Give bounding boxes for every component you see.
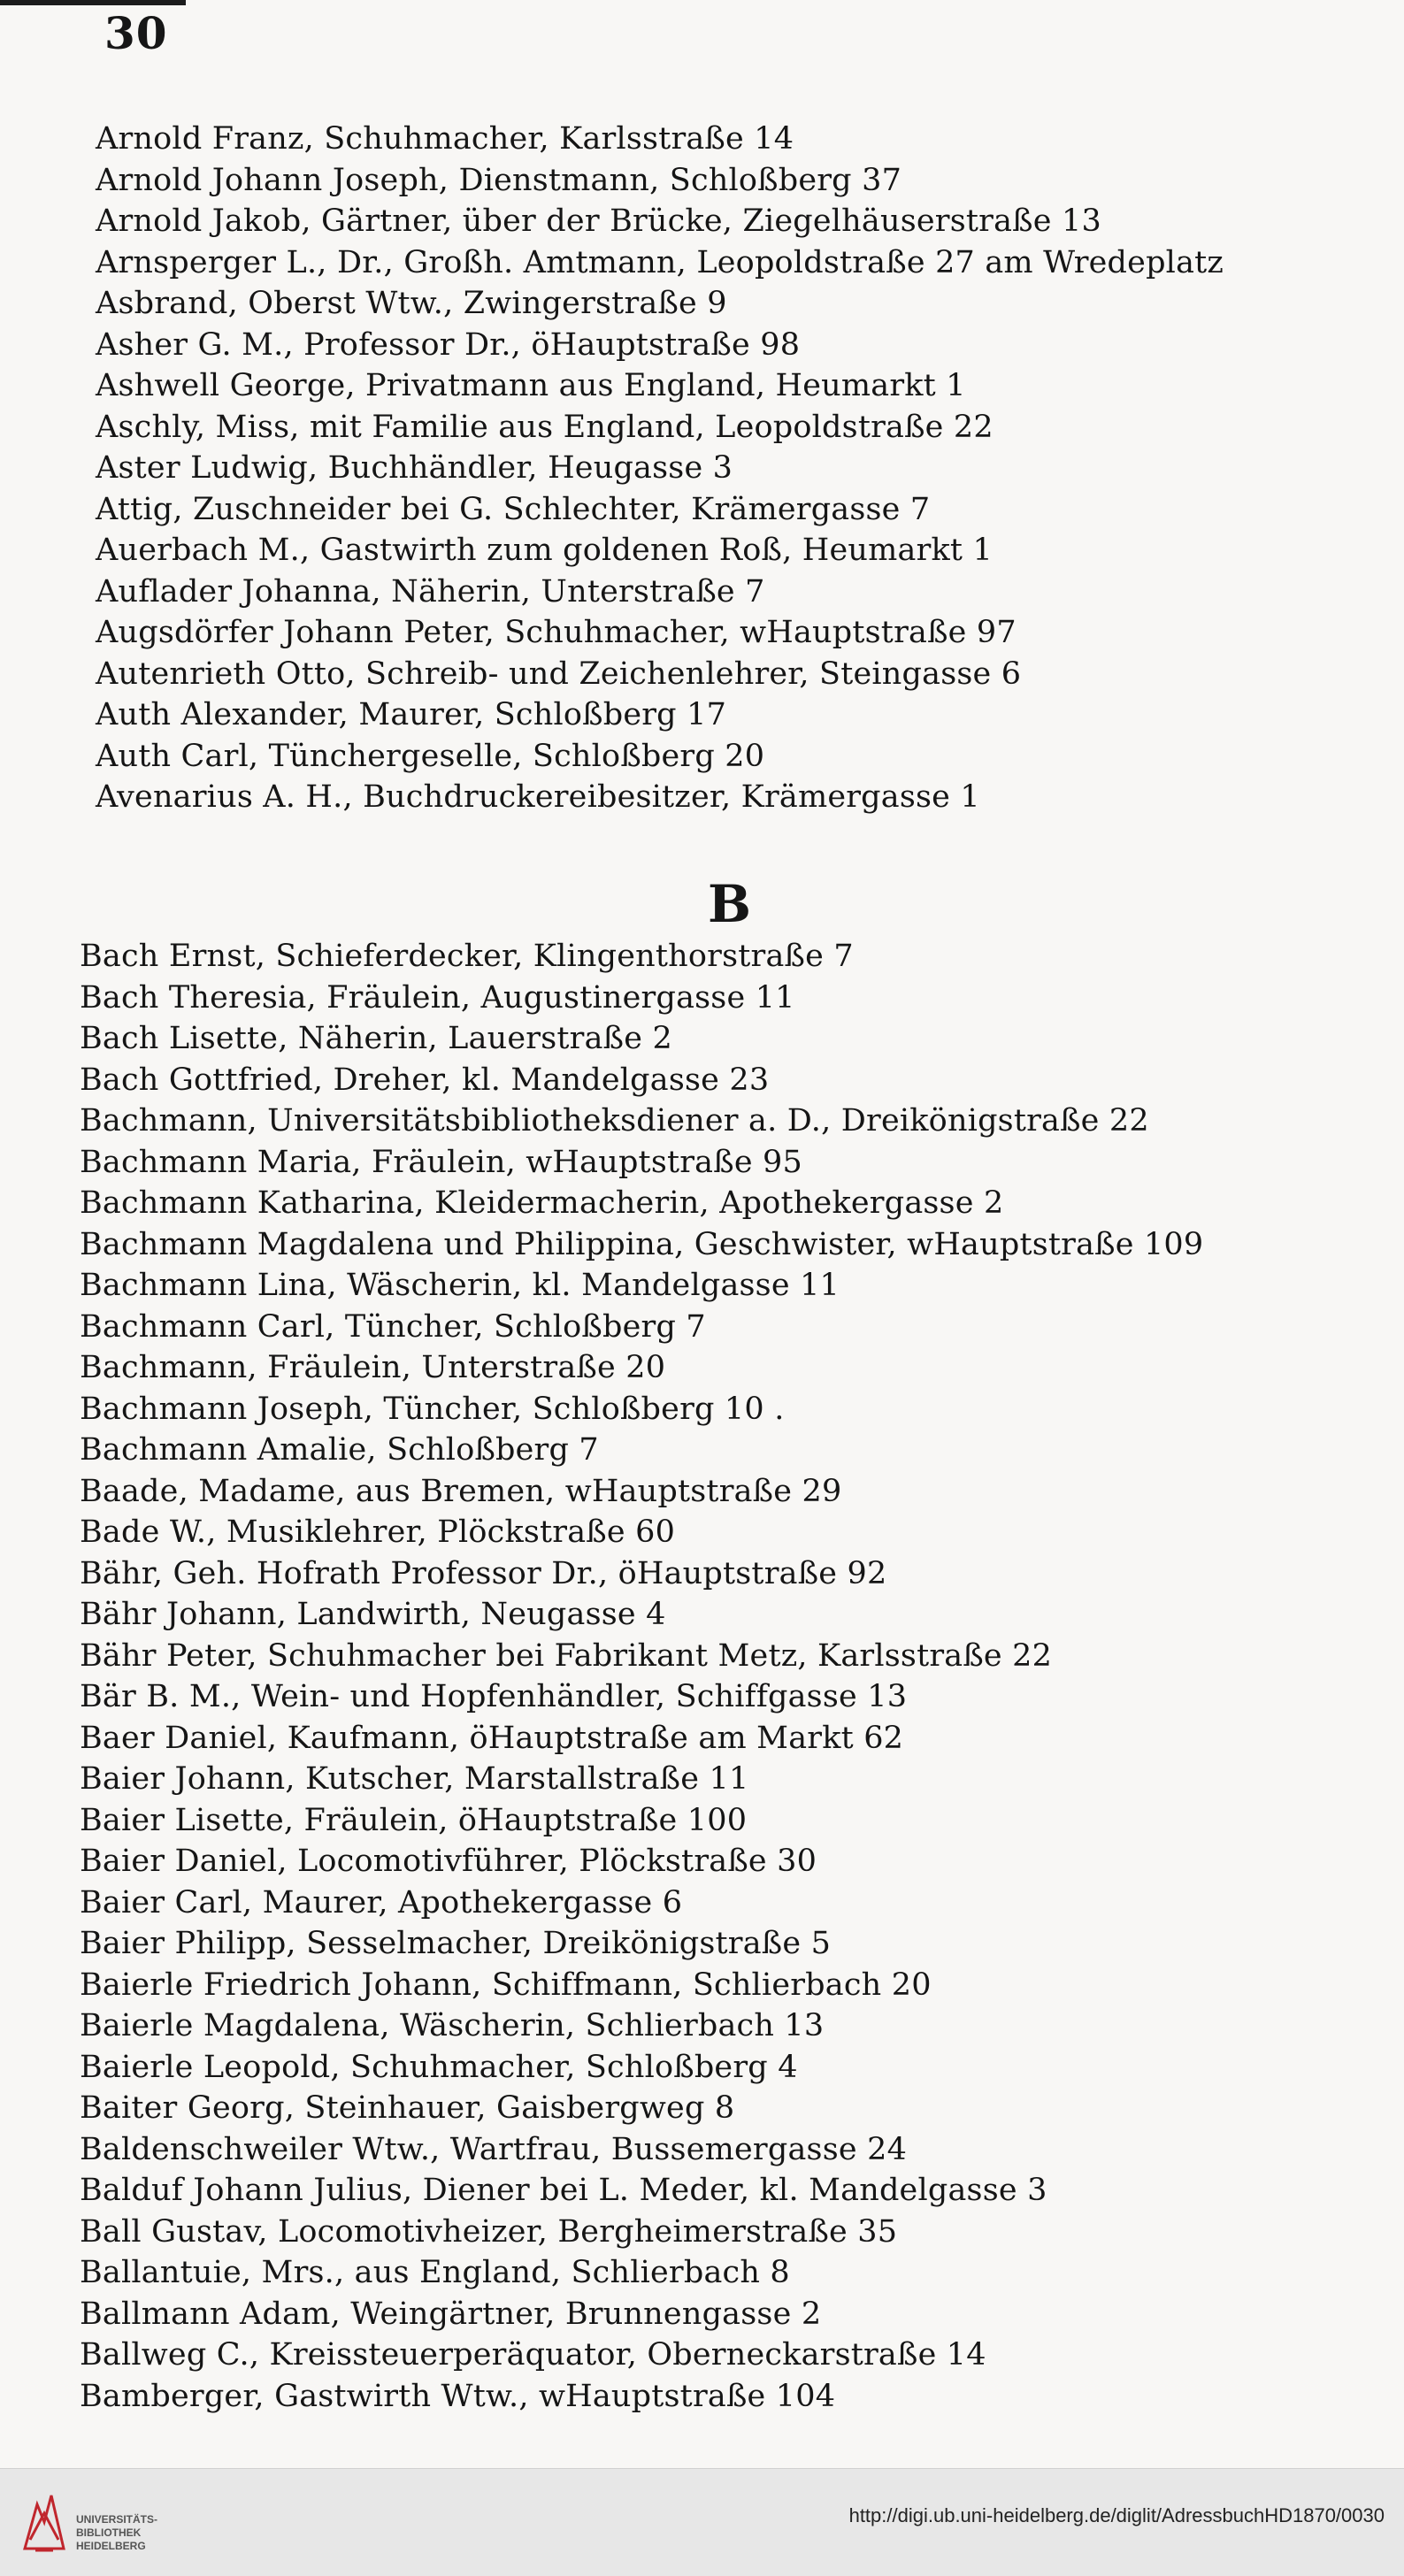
directory-entry: Baier Daniel, Locomotivführer, Plöckstraße 30 bbox=[80, 1844, 817, 1879]
directory-entry: Bachmann Katharina, Kleidermacherin, Apothekergasse 2 bbox=[80, 1185, 1004, 1221]
directory-entry: Bamberger, Gastwirth Wtw., wHauptstraße 104 bbox=[80, 2378, 836, 2414]
directory-entry: Arnold Jakob, Gärtner, über der Brücke, Ziegelhäuserstraße 13 bbox=[96, 203, 1101, 239]
directory-entry: Auflader Johanna, Näherin, Unterstraße 7 bbox=[96, 573, 765, 610]
library-seal-icon bbox=[18, 2487, 71, 2557]
library-logo-text bbox=[76, 2513, 157, 2553]
directory-entry: Bähr Johann, Landwirth, Neugasse 4 bbox=[80, 1597, 666, 1632]
directory-entry: Bähr Peter, Schuhmacher bei Fabrikant Metz, Karlsstraße 22 bbox=[80, 1637, 1053, 1674]
directory-entry: Baier Philipp, Sesselmacher, Dreikönigstraße 5 bbox=[80, 1926, 832, 1961]
directory-entry: Bachmann Magdalena und Philippina, Geschwister, wHauptstraße 109 bbox=[80, 1226, 1204, 1262]
directory-entry: Baierle Friedrich Johann, Schiffmann, Schlierbach 20 bbox=[80, 1966, 932, 2003]
directory-entry: Ball Gustav, Locomotivheizer, Bergheimerstraße 35 bbox=[80, 2213, 898, 2250]
directory-entry: Bachmann Maria, Fräulein, wHauptstraße 95 bbox=[80, 1144, 802, 1180]
directory-entry: Auerbach M., Gastwirth zum goldenen Roß, Heumarkt 1 bbox=[96, 533, 993, 568]
directory-entry: Bähr, Geh. Hofrath Professor Dr., öHauptstraße 92 bbox=[80, 1555, 887, 1591]
directory-entry: Attig, Zuschneider bei G. Schlechter, Krämergasse 7 bbox=[96, 491, 931, 527]
directory-entry: Baldenschweiler Wtw., Wartfrau, Bussemergasse 24 bbox=[80, 2131, 908, 2167]
section-heading-b: B bbox=[708, 874, 752, 934]
directory-entry: Auth Alexander, Maurer, Schloßberg 17 bbox=[96, 697, 727, 732]
directory-entry: Bachmann Amalie, Schloßberg 7 bbox=[80, 1432, 599, 1468]
logo-line: HEIDELBERG bbox=[76, 2540, 146, 2552]
directory-entry: Bachmann, Universitätsbibliotheksdiener a. D., Dreikönigstraße 22 bbox=[80, 1103, 1149, 1138]
directory-entry: Ballantuie, Mrs., aus England, Schlierbach 8 bbox=[80, 2255, 790, 2290]
directory-entry: Baierle Magdalena, Wäscherin, Schlierbach 13 bbox=[80, 2008, 825, 2043]
logo-line: BIBLIOTHEK bbox=[76, 2526, 142, 2539]
directory-entry: Avenarius A. H., Buchdruckereibesitzer, Krämergasse 1 bbox=[96, 779, 980, 815]
logo-line: UNIVERSITÄTS- bbox=[76, 2513, 158, 2526]
directory-entry: Bach Gottfried, Dreher, kl. Mandelgasse 23 bbox=[80, 1062, 770, 1098]
directory-entry: Ashwell George, Privatmann aus England, Heumarkt 1 bbox=[96, 368, 966, 403]
directory-entry: Bach Lisette, Näherin, Lauerstraße 2 bbox=[80, 1021, 672, 1056]
directory-entry: Aschly, Miss, mit Familie aus England, Leopoldstraße 22 bbox=[96, 409, 994, 445]
entries-section-a bbox=[96, 119, 1369, 818]
directory-entry: Asbrand, Oberst Wtw., Zwingerstraße 9 bbox=[96, 286, 727, 321]
directory-entry: Baier Johann, Kutscher, Marstallstraße 11 bbox=[80, 1761, 749, 1797]
directory-entry: Bade W., Musiklehrer, Plöckstraße 60 bbox=[80, 1514, 676, 1550]
library-logo bbox=[18, 2487, 186, 2557]
directory-entry: Baier Lisette, Fräulein, öHauptstraße 100 bbox=[80, 1802, 748, 1838]
directory-entry: Baier Carl, Maurer, Apothekergasse 6 bbox=[80, 1884, 683, 1920]
directory-entry: Bach Ernst, Schieferdecker, Klingenthorstraße 7 bbox=[80, 939, 854, 974]
page-number: 30 bbox=[104, 7, 168, 59]
directory-entry: Arnsperger L., Dr., Großh. Amtmann, Leopoldstraße 27 am Wredeplatz bbox=[96, 244, 1224, 280]
top-rule bbox=[0, 0, 186, 5]
directory-entry: Baer Daniel, Kaufmann, öHauptstraße am Markt 62 bbox=[80, 1720, 904, 1756]
directory-entry: Bachmann Lina, Wäscherin, kl. Mandelgasse 11 bbox=[80, 1268, 840, 1303]
directory-entry: Baade, Madame, aus Bremen, wHauptstraße 29 bbox=[80, 1473, 842, 1509]
source-url-link[interactable]: http://digi.ub.uni-heidelberg.de/diglit/AdressbuchHD1870/0030 bbox=[848, 2504, 1385, 2526]
entries-section-b bbox=[80, 936, 1371, 2417]
directory-entry: Auth Carl, Tünchergeselle, Schloßberg 20 bbox=[96, 738, 765, 774]
directory-entry: Arnold Franz, Schuhmacher, Karlsstraße 14 bbox=[96, 121, 794, 157]
directory-entry: Augsdörfer Johann Peter, Schuhmacher, wHauptstraße 97 bbox=[96, 615, 1017, 650]
directory-entry: Bachmann Carl, Tüncher, Schloßberg 7 bbox=[80, 1308, 706, 1345]
directory-entry: Bach Theresia, Fräulein, Augustinergasse 11 bbox=[80, 979, 795, 1016]
directory-entry: Bär B. M., Wein- und Hopfenhändler, Schiffgasse 13 bbox=[80, 1679, 908, 1714]
directory-entry: Arnold Johann Joseph, Dienstmann, Schloßberg 37 bbox=[96, 162, 902, 198]
footer-bar bbox=[0, 2468, 1404, 2576]
directory-entry: Bachmann Joseph, Tüncher, Schloßberg 10 . bbox=[80, 1391, 785, 1427]
directory-entry: Baiter Georg, Steinhauer, Gaisbergweg 8 bbox=[80, 2090, 735, 2126]
directory-entry: Ballmann Adam, Weingärtner, Brunnengasse 2 bbox=[80, 2296, 822, 2332]
directory-entry: Ballweg C., Kreissteuerperäquator, Oberneckarstraße 14 bbox=[80, 2337, 986, 2373]
directory-entry: Asher G. M., Professor Dr., öHauptstraße 98 bbox=[96, 326, 801, 363]
directory-entry: Balduf Johann Julius, Diener bei L. Meder, kl. Mandelgasse 3 bbox=[80, 2173, 1047, 2208]
directory-entry: Baierle Leopold, Schuhmacher, Schloßberg 4 bbox=[80, 2049, 798, 2085]
directory-entry: Autenrieth Otto, Schreib- und Zeichenlehrer, Steingasse 6 bbox=[96, 656, 1022, 692]
directory-entry: Bachmann, Fräulein, Unterstraße 20 bbox=[80, 1350, 666, 1385]
directory-entry: Aster Ludwig, Buchhändler, Heugasse 3 bbox=[96, 450, 733, 486]
